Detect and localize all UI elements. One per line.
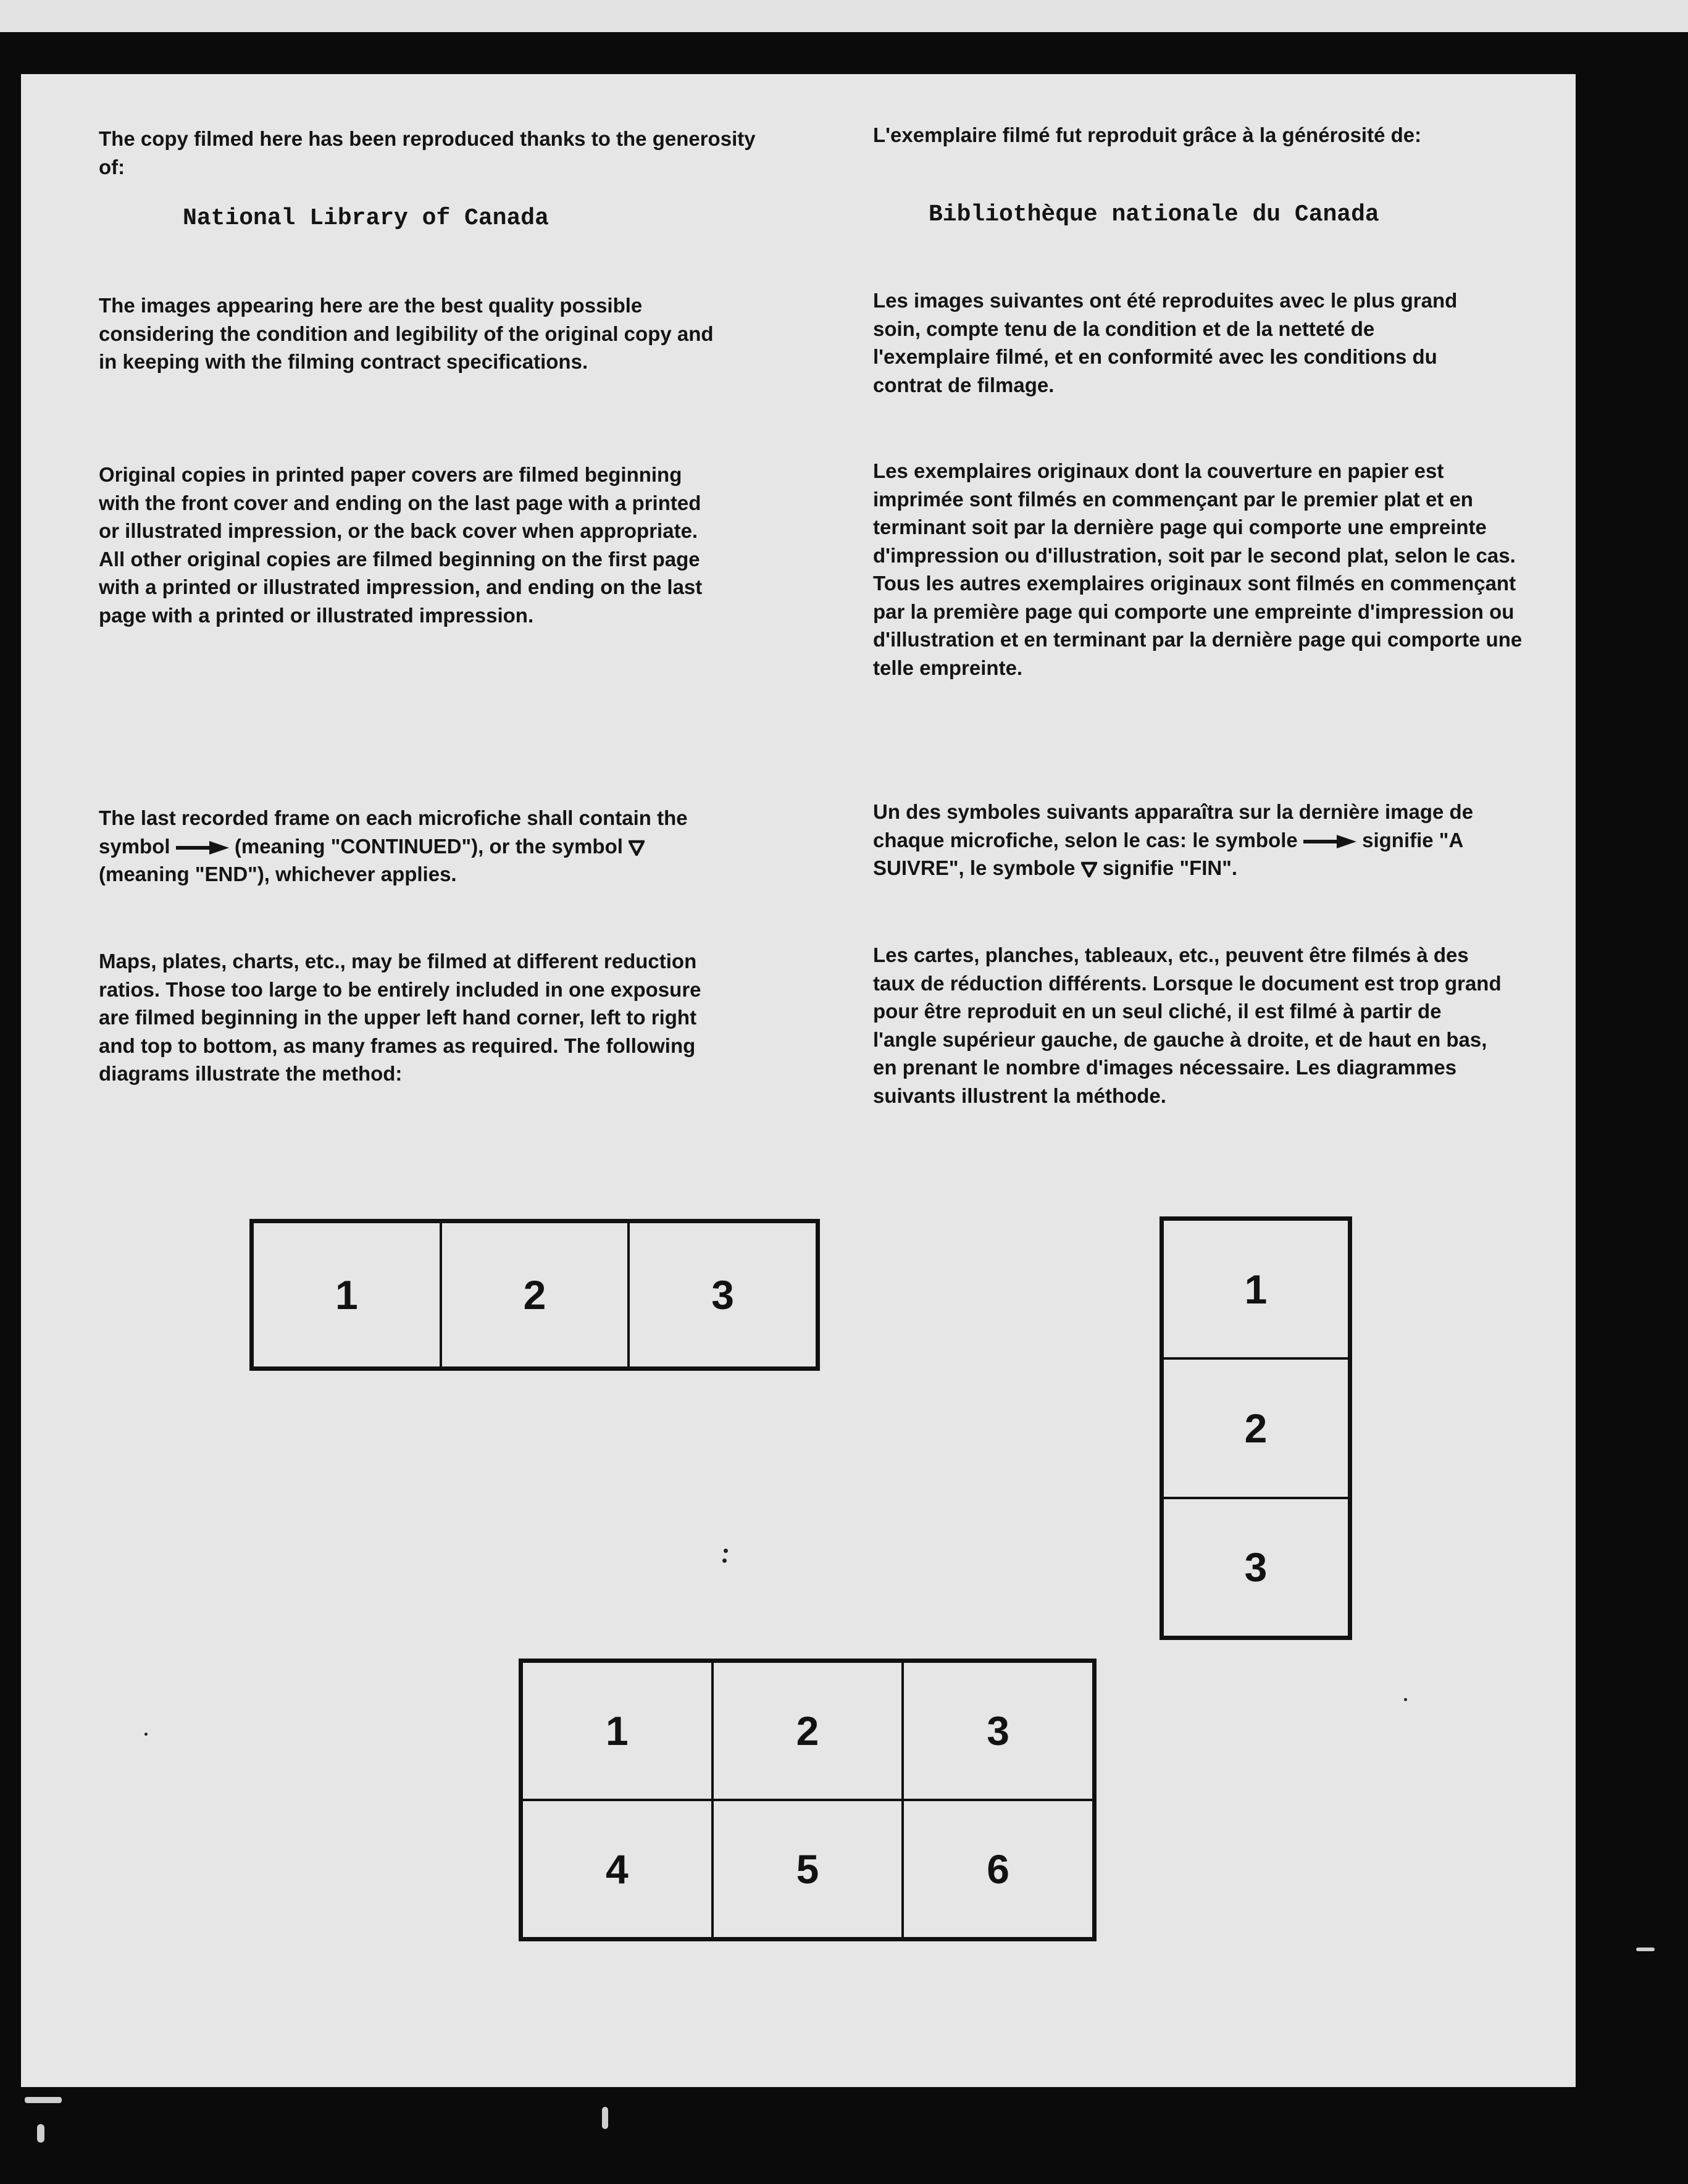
triangle-down-icon <box>629 840 645 856</box>
frame-cell: 3 <box>903 1662 1093 1800</box>
french-quality-paragraph: Les images suivantes ont été reproduites avec le plus grand soin, compte tenu de la condition et de la netteté de l'exemplaire filmé, et en conformité avec les conditions du contrat de filmage. <box>873 289 1458 396</box>
edge-artifact <box>602 2107 608 2129</box>
french-library-name: Bibliothèque nationale du Canada <box>929 201 1379 228</box>
frame-cell: 6 <box>903 1800 1093 1938</box>
frame-cell: 4 <box>522 1800 712 1938</box>
edge-artifact <box>37 2124 44 2143</box>
triangle-down-icon <box>1081 861 1097 877</box>
edge-artifact <box>1636 1948 1655 1951</box>
frame-cell: 1 <box>522 1662 712 1800</box>
french-symbols-text-b: signifie "A SUIVRE", le symbole <box>873 828 1463 879</box>
english-symbols-text-a: The last recorded frame on each microfiche shall contain the symbol <box>99 806 688 858</box>
frame-cell: 5 <box>712 1800 903 1938</box>
scan-speck <box>724 1549 728 1553</box>
french-symbols-paragraph <box>873 798 1478 882</box>
diagram-vertical <box>1159 1216 1352 1640</box>
frame-cell: 1 <box>1163 1220 1349 1358</box>
english-maps-paragraph: Maps, plates, charts, etc., may be filmed at different reduction ratios. Those too large to be entirely included in one exposure are filmed beginning in the upper left hand corner, left to right and top to bottom, as many frames as required. The following diagrams illustrate the method: <box>99 950 701 1085</box>
english-symbols-text-b: (meaning "CONTINUED"), or the symbol <box>234 834 623 858</box>
scan-speck <box>722 1559 727 1563</box>
edge-artifact <box>25 2097 62 2103</box>
french-symbols-text-c: signifie "FIN". <box>1102 856 1238 879</box>
english-quality-paragraph: The images appearing here are the best quality possible considering the condition and legibility of the original copy and in keeping with the filming contract specifications. <box>99 294 714 373</box>
frame-cell: 1 <box>253 1222 441 1368</box>
document-page <box>21 74 1576 2087</box>
diagram-grid <box>519 1659 1097 1941</box>
frame-cell: 2 <box>441 1222 629 1368</box>
frame-cell: 2 <box>1163 1358 1349 1497</box>
english-symbols-text-c: (meaning "END"), whichever applies. <box>99 863 457 885</box>
english-symbols-paragraph <box>99 804 691 889</box>
scan-speck <box>144 1733 148 1736</box>
english-originals-paragraph: Original copies in printed paper covers are filmed beginning with the front cover and ending on the last page with a printed or illustrated impression, or the back cover when appropriate. All other original copies are filmed beginning on the first page with a printed or illustrated impression, and ending on the last page with a printed or illustrated impression. <box>99 463 703 627</box>
arrow-icon <box>176 841 229 855</box>
english-library-name: National Library of Canada <box>183 205 549 232</box>
french-maps-paragraph: Les cartes, planches, tableaux, etc., peuvent être filmés à des taux de réduction différents. Lorsque le document est trop grand pour être reproduit en un seul cliché, il est filmé à partir de l'angle supérieur gauche, de gauche à droite, et de haut en bas, en prenant le nombre d'images nécessaire. Les diagrammes suivants illustrent la méthode. <box>873 943 1502 1107</box>
frame-cell: 2 <box>712 1662 903 1800</box>
french-originals-paragraph: Les exemplaires originaux dont la couverture en papier est imprimée sont filmés en commençant par le premier plat et en terminant soit par la dernière page qui comporte une empreinte d'impression ou d'illustration, soit par le second plat, selon le cas. Tous les autres exemplaires originaux sont filmés en commençant par la première page qui comporte une empreinte d'impression ou d'illustration et en terminant par la dernière page qui comporte une telle empreinte. <box>873 459 1523 679</box>
english-intro: The copy filmed here has been reproduced thanks to the generosity of: <box>99 127 756 178</box>
arrow-icon <box>1303 835 1356 848</box>
scan-speck <box>1404 1698 1407 1701</box>
frame-cell: 3 <box>1163 1498 1349 1637</box>
french-symbols-text-a: Un des symboles suivants apparaîtra sur la dernière image de chaque microfiche, selon le cas: le symbole <box>873 800 1474 851</box>
frame-cell: 3 <box>629 1222 817 1368</box>
french-intro: L'exemplaire filmé fut reproduit grâce à la générosité de: <box>873 123 1422 146</box>
diagram-horizontal <box>249 1219 820 1371</box>
